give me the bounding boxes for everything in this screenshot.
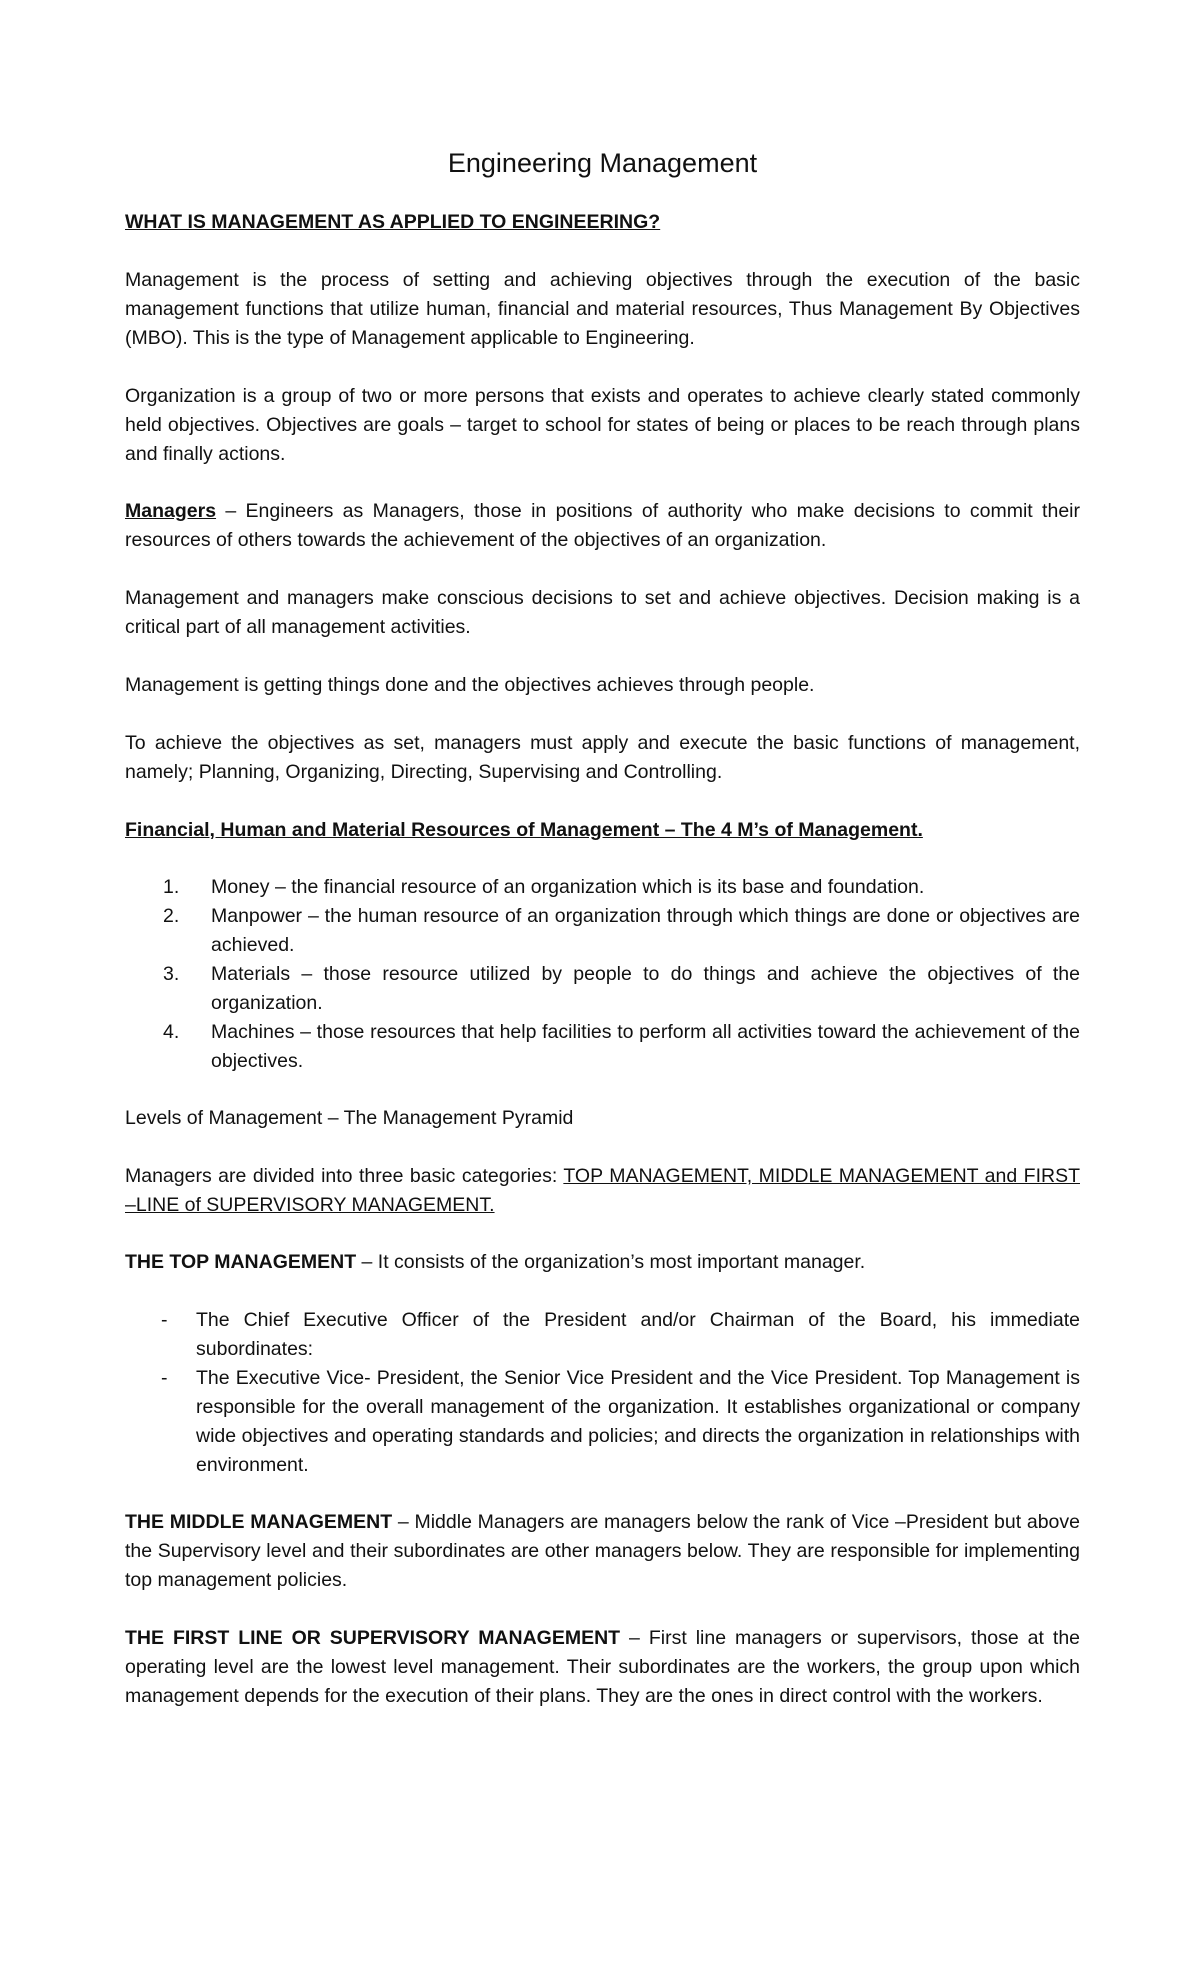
paragraph-top-management	[125, 1248, 1080, 1277]
dash-text: The Chief Executive Officer of the President and/or Chairman of the Board, his immediate subordinates:	[196, 1309, 1080, 1360]
dash-bullet: -	[161, 1309, 168, 1331]
paragraph-three-categories	[125, 1162, 1080, 1220]
paragraph-management-definition: Management is the process of setting and achieving objectives through the execution of the basic management functions that utilize human, financial and material resources, Thus Management By Objectives (MBO). This is the type of Management applicable to Engineering.	[125, 269, 1080, 349]
list-text: Money – the financial resource of an organization which is its base and foundation.	[211, 876, 925, 898]
list-text: Machines – those resources that help facilities to perform all activities toward the achievement of the objectives.	[211, 1021, 1080, 1072]
term-managers: Managers	[125, 500, 217, 522]
dash-item-ceo	[125, 1306, 1080, 1364]
categories-list: TOP MANAGEMENT, MIDDLE MANAGEMENT and FIRST –LINE of SUPERVISORY MANAGEMENT.	[125, 1165, 1080, 1216]
list-number: 4.	[163, 1021, 180, 1043]
list-item-manpower	[125, 902, 1080, 960]
section-heading-management: WHAT IS MANAGEMENT AS APPLIED TO ENGINEERING?	[125, 211, 661, 233]
term-middle-management: THE MIDDLE MANAGEMENT	[125, 1511, 393, 1533]
paragraph-decision-making: Management and managers make conscious decisions to set and achieve objectives. Decision making is a critical part of all management activities.	[125, 587, 1080, 638]
list-text: Manpower – the human resource of an organization through which things are done or objectives are achieved.	[211, 905, 1080, 956]
categories-intro: Managers are divided into three basic categories:	[125, 1165, 564, 1187]
list-number: 2.	[163, 905, 180, 927]
first-line-management-definition: – First line managers or supervisors, those at the operating level are the lowest level management. Their subordinates are the workers, the group upon which management depends for the execution of their plans. They are the ones in direct control with the workers.	[125, 1627, 1081, 1707]
paragraph-levels-of-management: Levels of Management – The Management Pyramid	[125, 1107, 574, 1129]
list-item-materials	[125, 960, 1080, 1018]
paragraph-first-line-management	[125, 1624, 1080, 1711]
middle-management-definition: – Middle Managers are managers below the rank of Vice –President but above the Supervisory level and their subordinates are other managers below. They are responsible for implementing top management policies.	[125, 1511, 1080, 1591]
paragraph-managers	[125, 497, 1080, 555]
paragraph-organization-definition: Organization is a group of two or more persons that exists and operates to achieve clearly stated commonly held objectives. Objectives are goals – target to school for states of being or places to be reach through plans and finally actions.	[125, 385, 1080, 465]
top-management-definition: – It consists of the organization’s most important manager.	[356, 1251, 866, 1273]
dash-bullet: -	[161, 1367, 168, 1389]
list-number: 3.	[163, 963, 180, 985]
term-first-line-management: THE FIRST LINE OR SUPERVISORY MANAGEMENT	[125, 1627, 621, 1649]
dash-text: The Executive Vice- President, the Senior Vice President and the Vice President. Top Management is responsible for the overall management of the organization. It establishes organizational or company wide objectives and operating standards and policies; and directs the organization in relationships with environment.	[196, 1367, 1080, 1476]
list-item-money	[125, 873, 1080, 902]
term-top-management: THE TOP MANAGEMENT	[125, 1251, 357, 1273]
paragraph-middle-management	[125, 1508, 1080, 1595]
paragraph-basic-functions: To achieve the objectives as set, managers must apply and execute the basic functions of management, namely; Planning, Organizing, Directing, Supervising and Controlling.	[125, 732, 1080, 783]
list-number: 1.	[163, 876, 180, 898]
managers-definition: – Engineers as Managers, those in positions of authority who make decisions to commit their resources of others towards the achievement of the objectives of an organization.	[125, 500, 1080, 551]
list-item-machines	[125, 1018, 1080, 1076]
paragraph-getting-things-done: Management is getting things done and the objectives achieves through people.	[125, 674, 815, 696]
document-title: Engineering Management	[447, 148, 758, 178]
section-heading-4ms: Financial, Human and Material Resources of Management – The 4 M’s of Management.	[125, 819, 923, 841]
dash-item-vice-presidents	[125, 1364, 1080, 1480]
list-text: Materials – those resource utilized by people to do things and achieve the objectives of the organization.	[211, 963, 1080, 1014]
